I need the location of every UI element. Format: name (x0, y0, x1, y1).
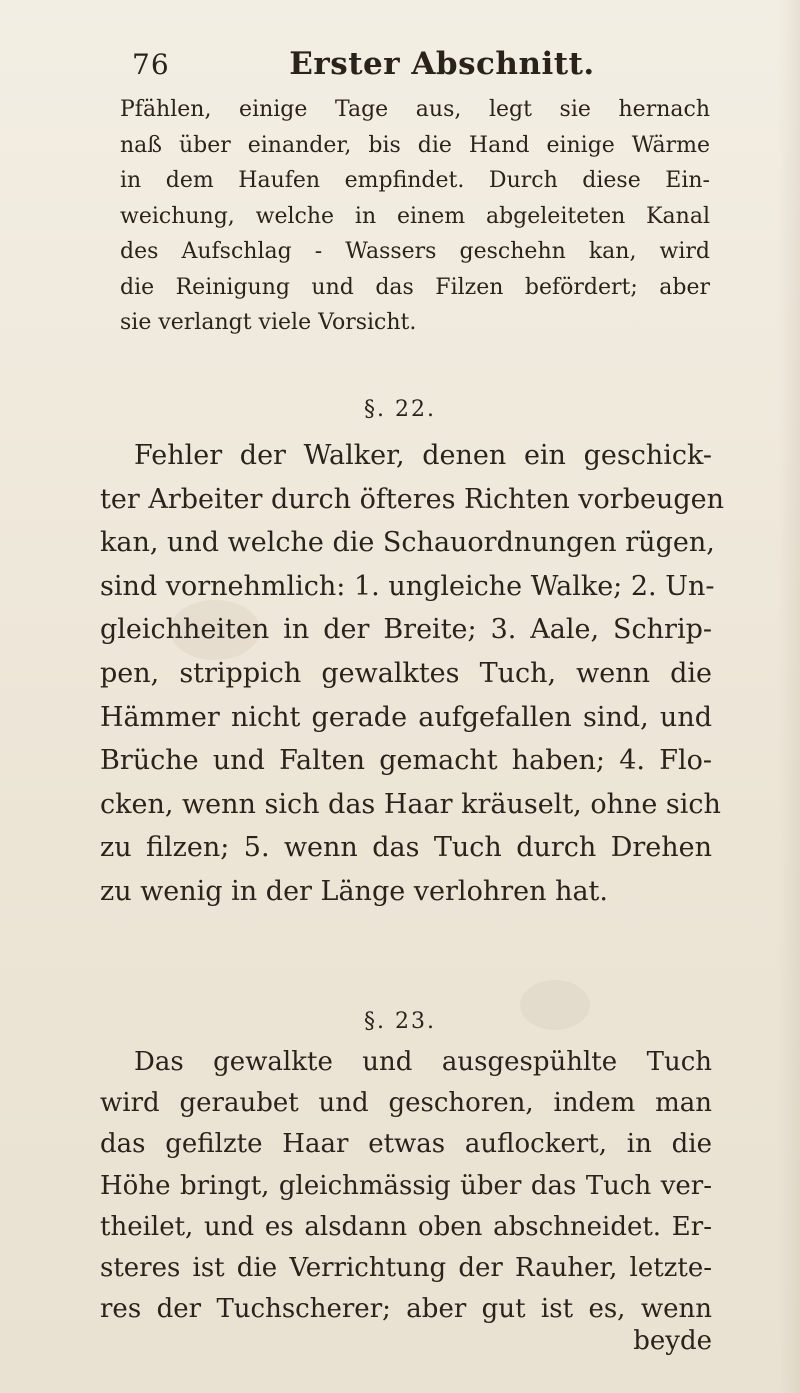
text-line: das gefilzte Haar etwas auflockert, in die (100, 1129, 712, 1160)
text-line: Höhe bringt, gleichmässig über das Tuch ver- (100, 1170, 712, 1201)
text-line: in dem Haufen empfindet. Durch diese Ein- (120, 168, 710, 193)
text-line: kan, und welche die Schauordnungen rügen, (100, 527, 715, 559)
chapter-title: Erster Abschnitt. (289, 46, 595, 82)
text-line: zu wenig in der Länge verlohren hat. (100, 875, 608, 907)
intro-paragraph (100, 92, 710, 341)
text-line: res der Tuchscherer; aber gut ist es, wenn (100, 1294, 712, 1325)
text-line: weichung, welche in einem abgeleiteten Kanal (120, 203, 710, 229)
text-line: naß über einander, bis die Hand einige Wärme (120, 132, 710, 158)
catchword: beyde (633, 1326, 712, 1356)
text-line: sind vornehmlich: 1. ungleiche Walke; 2. Un- (100, 570, 715, 602)
text-line: wird geraubet und geschoren, indem man (100, 1088, 712, 1119)
running-head (132, 46, 652, 86)
text-line: Hämmer nicht gerade aufgefallen sind, und (100, 701, 712, 733)
text-line: ter Arbeiter durch öfteres Richten vorbeugen (100, 483, 725, 515)
text-line: sie verlangt viele Vorsicht. (120, 310, 417, 335)
text-line: gleichheiten in der Breite; 3. Aale, Schrip- (100, 614, 712, 646)
text-line: cken, wenn sich das Haar kräuselt, ohne sich (100, 788, 721, 820)
section-22-paragraph (100, 434, 725, 914)
section-mark-23: §. 23. (364, 1009, 436, 1034)
text-line: theilet, und es alsdann oben abschneidet. Er- (100, 1211, 712, 1242)
text-line: Fehler der Walker, denen ein geschick- (134, 440, 712, 471)
page-number: 76 (132, 48, 170, 81)
text-line: zu filzen; 5. wenn das Tuch durch Drehen (100, 832, 712, 864)
text-line: des Aufschlag - Wassers geschehn kan, wird (120, 239, 710, 264)
text-line: Das gewalkte und ausgespühlte Tuch (134, 1047, 712, 1077)
section-23-paragraph (100, 1042, 712, 1330)
text-line: pen, strippich gewalktes Tuch, wenn die (100, 657, 712, 689)
text-line: die Reinigung und das Filzen befördert; aber (120, 274, 710, 300)
text-line: steres ist die Verrichtung der Rauher, letzte- (100, 1253, 712, 1284)
text-line: Pfählen, einige Tage aus, legt sie hernach (120, 97, 710, 122)
page-edge-shadow (778, 0, 800, 1393)
section-mark-22: §. 22. (364, 397, 436, 422)
text-line: Brüche und Falten gemacht haben; 4. Flo- (100, 745, 712, 777)
